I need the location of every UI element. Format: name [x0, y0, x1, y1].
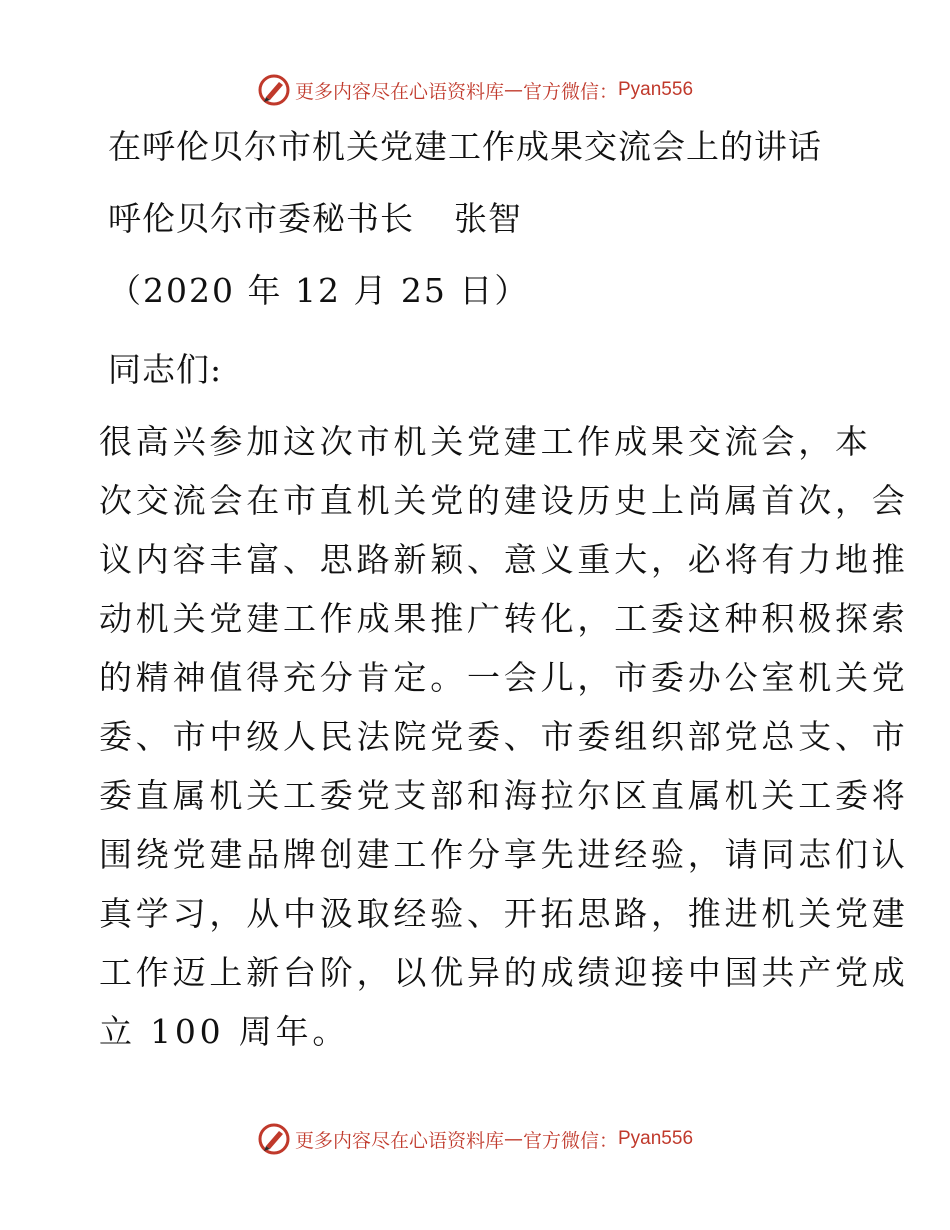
- body-line: 议内容丰富、思路新颖、意义重大，必将有力地推: [99, 540, 909, 579]
- watermark-separator: —: [503, 79, 523, 101]
- author-name: 张智: [454, 199, 522, 238]
- body-line: 次交流会在市直机关党的建设历史上尚属首次，会: [99, 481, 909, 520]
- body-line: 立 100 周年。: [99, 1012, 350, 1051]
- pen-logo-icon: [257, 73, 291, 107]
- body-line: 工作迈上新台阶，以优异的成绩迎接中国共产党成: [99, 953, 909, 992]
- watermark-label: 官方微信：: [522, 80, 618, 103]
- watermark-site-text: 更多内容尽在心语资料库: [294, 1129, 504, 1152]
- body-line: 委直属机关工委党支部和海拉尔区直属机关工委将: [99, 776, 909, 815]
- watermark-wechat-id: Pyan556: [618, 1128, 694, 1149]
- body-line: 的精神值得充分肯定。一会儿，市委办公室机关党: [99, 658, 909, 697]
- body-line: 动机关党建工作成果推广转化，工委这种积极探索: [99, 599, 909, 638]
- header-watermark: [0, 70, 950, 110]
- pen-logo-icon: [257, 1122, 291, 1156]
- author-role: 呼伦贝尔市委秘书长: [108, 199, 414, 238]
- body-line: 真学习，从中汲取经验、开拓思路，推进机关党建: [99, 894, 909, 933]
- watermark-site-text: 更多内容尽在心语资料库: [294, 80, 504, 103]
- author-line: [108, 199, 522, 239]
- body-line: 委、市中级人民法院党委、市委组织部党总支、市: [99, 717, 909, 756]
- body-line: 围绕党建品牌创建工作分享先进经验，请同志们认: [99, 835, 909, 874]
- watermark-separator: —: [503, 1128, 523, 1150]
- watermark-label: 官方微信：: [522, 1129, 618, 1152]
- body-line: 很高兴参加这次市机关党建工作成果交流会，本: [99, 422, 872, 461]
- watermark-wechat-id: Pyan556: [618, 79, 694, 100]
- document-title: 在呼伦贝尔市机关党建工作成果交流会上的讲话: [108, 127, 822, 166]
- footer-watermark: [0, 1119, 950, 1159]
- greeting: 同志们:: [108, 350, 223, 389]
- document-date: （2020 年 12 月 25 日）: [108, 271, 530, 310]
